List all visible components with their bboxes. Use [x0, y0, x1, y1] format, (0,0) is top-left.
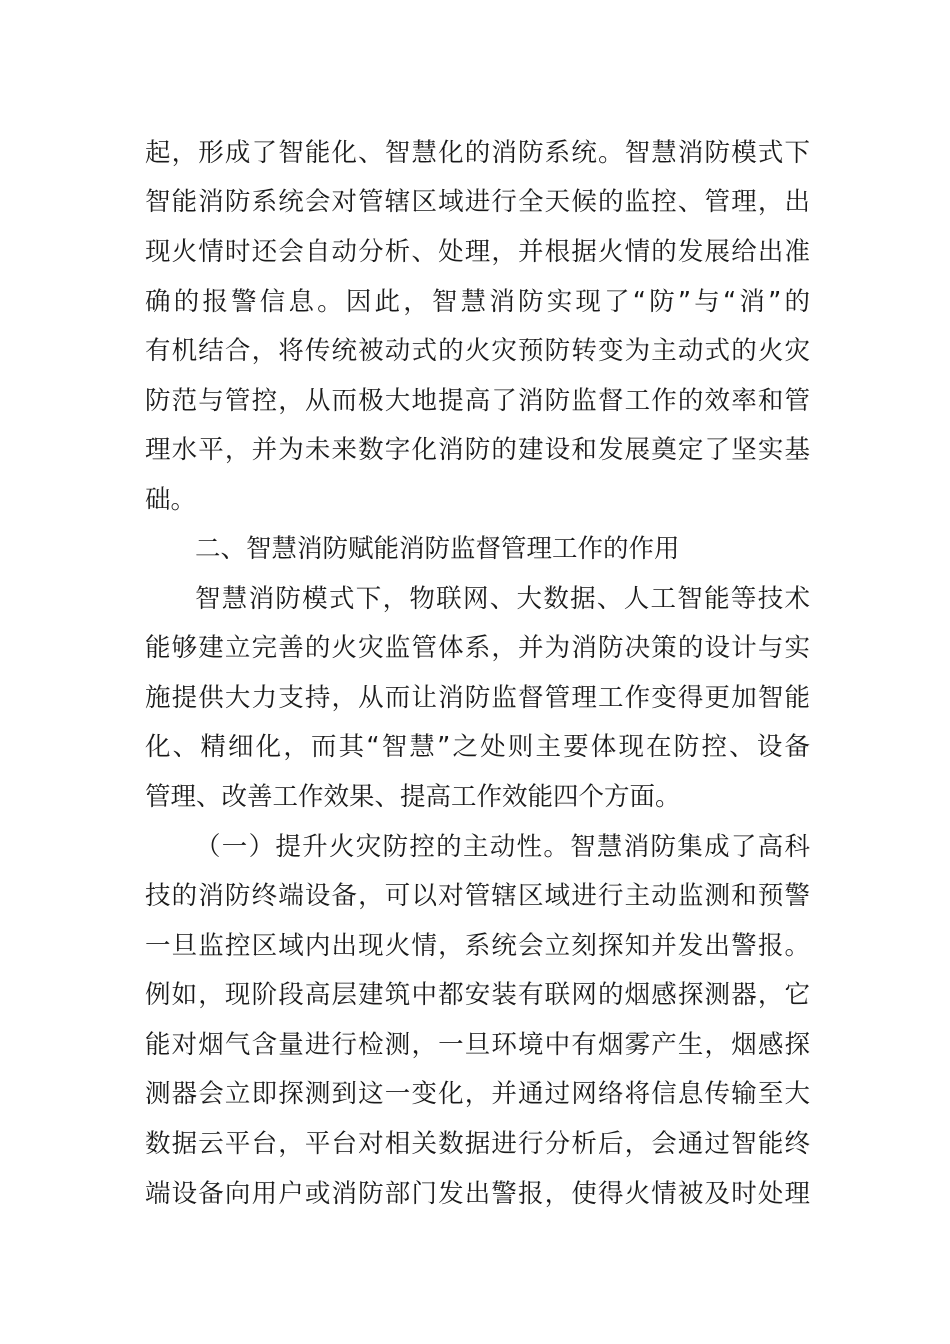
section-heading: 二、智慧消防赋能消防监督管理工作的作用	[195, 534, 680, 564]
text-line: 防范与管控，从而极大地提高了消防监督工作的效率和管	[145, 386, 810, 416]
text-line: 施提供大力支持，从而让消防监督管理工作变得更加智能	[145, 683, 810, 713]
text-line: 化、精细化，而其“智慧”之处则主要体现在防控、设备	[145, 732, 810, 762]
text-line: 起，形成了智能化、智慧化的消防系统。智慧消防模式下	[145, 138, 810, 168]
text-line: 智慧消防模式下，物联网、大数据、人工智能等技术	[195, 584, 810, 614]
text-line: 能对烟气含量进行检测，一旦环境中有烟雾产生，烟感探	[145, 1030, 810, 1060]
text-line: 现火情时还会自动分析、处理，并根据火情的发展给出准	[145, 237, 810, 267]
text-line: 端设备向用户或消防部门发出警报，使得火情被及时处理	[145, 1179, 810, 1209]
text-line: 管理、改善工作效果、提高工作效能四个方面。	[145, 782, 681, 812]
text-line: 础。	[145, 485, 197, 515]
text-line: 测器会立即探测到这一变化，并通过网络将信息传输至大	[145, 1079, 810, 1109]
text-line: 数据云平台，平台对相关数据进行分析后，会通过智能终	[145, 1129, 810, 1159]
subsection-line: （一）提升火灾防控的主动性。智慧消防集成了高科	[195, 832, 810, 862]
text-line: 理水平，并为未来数字化消防的建设和发展奠定了坚实基	[145, 435, 810, 465]
text-line: 有机结合，将传统被动式的火灾预防转变为主动式的火灾	[145, 336, 810, 366]
text-line: 一旦监控区域内出现火情，系统会立刻探知并发出警报。	[145, 931, 810, 961]
text-line: 确的报警信息。因此，智慧消防实现了“防”与“消”的	[145, 287, 810, 317]
text-line: 例如，现阶段高层建筑中都安装有联网的烟感探测器，它	[145, 980, 810, 1010]
text-line: 能够建立完善的火灾监管体系，并为消防决策的设计与实	[145, 633, 810, 663]
text-line: 技的消防终端设备，可以对管辖区域进行主动监测和预警	[145, 881, 810, 911]
text-line: 智能消防系统会对管辖区域进行全天候的监控、管理，出	[145, 187, 810, 217]
